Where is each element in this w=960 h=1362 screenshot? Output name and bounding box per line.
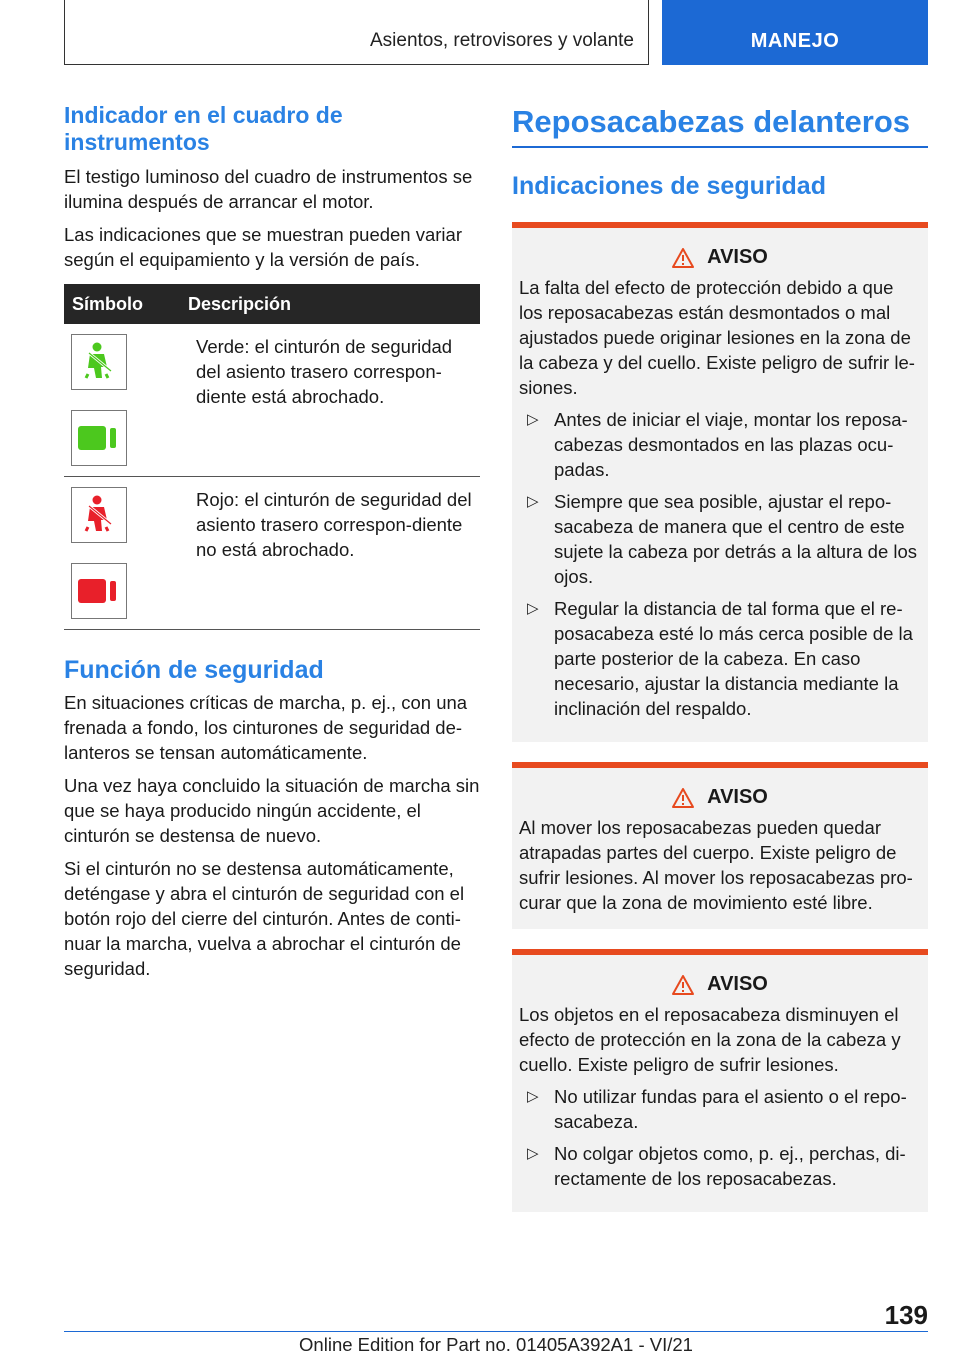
header-chapter-label: MANEJO <box>750 30 840 52</box>
header-chapter-tab <box>662 0 928 65</box>
seatbelt-red-icon <box>71 487 127 543</box>
bullet-triangle-icon: ▷ <box>527 1088 539 1105</box>
table-header-symbol: Símbolo <box>72 293 143 314</box>
warning-box <box>512 949 928 1212</box>
table-header-description: Descripción <box>188 293 292 314</box>
warning-triangle-icon <box>671 247 695 269</box>
table-row-description: Rojo: el cinturón de seguridad del asiento trasero correspon-diente no está abrochado. <box>196 489 472 560</box>
indicator-table <box>64 284 480 630</box>
table-row <box>64 477 480 630</box>
belt-status-green-icon <box>71 410 127 466</box>
warning-text: La falta del efecto de protección debido a que los reposacabezas están desmontados o mal ajustados puede originar lesiones en la zona de la cabeza y del cuello. Existe peligro de sufrir le-siones. <box>519 277 915 398</box>
heading-indicator: Indicador en el cuadro de instrumentos <box>64 102 343 155</box>
warning-title: AVISO <box>707 973 768 995</box>
table-row <box>64 324 480 477</box>
warning-box <box>512 222 928 742</box>
heading-safety: Indicaciones de seguridad <box>512 172 826 200</box>
list-item: ▷ Antes de iniciar el viaje, montar los reposa-cabezas desmontados en las plazas ocu-padas. <box>527 409 908 480</box>
warning-text: Al mover los reposacabezas pueden quedar atrapadas partes del cuerpo. Existe peligro de sufrir lesiones. Al mover los reposacabezas pro-curar que la zona de movimiento esté libre. <box>519 817 913 913</box>
warning-triangle-icon <box>671 974 695 996</box>
table-row-description: Verde: el cinturón de seguridad del asiento trasero correspon-diente está abrochado. <box>196 336 453 407</box>
seatbelt-green-icon <box>71 334 127 390</box>
paragraph-indicator-2: Las indicaciones que se muestran pueden variar según el equipamiento y la versión de país. <box>64 224 462 270</box>
bullet-triangle-icon: ▷ <box>527 411 539 428</box>
left-column <box>64 102 480 981</box>
list-item: ▷ Regular la distancia de tal forma que el re-posacabeza esté lo más cerca posible de la parte posterior de la cabeza. En caso necesario, ajustar la distancia mediante la inclinación del respaldo. <box>527 598 913 719</box>
warning-bullet-list <box>519 407 920 721</box>
bullet-triangle-icon: ▷ <box>527 1145 539 1162</box>
warning-text: Los objetos en el reposacabeza disminuyen el efecto de protección en la zona de la cabeza y cuello. Existe peligro de sufrir lesiones. <box>519 1004 901 1075</box>
paragraph-function-2: Una vez haya concluido la situación de marcha sin que se haya producido ningún accidente, el cinturón se destensa de nuevo. <box>64 775 480 846</box>
list-item: ▷ Siempre que sea posible, ajustar el repo-sacabeza de manera que el centro de este sujete la cabeza por detrás a la altura de los ojos. <box>527 491 918 587</box>
heading-headrests: Reposacabezas delanteros <box>512 102 928 148</box>
page-number: 139 <box>884 1300 928 1330</box>
paragraph-function-3: Si el cinturón no se destensa automáticamente, deténgase y abra el cinturón de seguridad con el botón rojo del cierre del cinturón. Antes de conti-nuar la marcha, vuelva a abrochar el cinturón de seguridad. <box>64 858 465 979</box>
bullet-triangle-icon: ▷ <box>527 493 539 510</box>
bullet-triangle-icon: ▷ <box>527 600 539 617</box>
warning-title: AVISO <box>707 786 768 808</box>
belt-status-red-icon <box>71 563 127 619</box>
right-column <box>512 102 928 1212</box>
warning-bullet-list <box>519 1084 920 1191</box>
list-item: ▷ No utilizar fundas para el asiento o el repo-sacabeza. <box>527 1086 907 1132</box>
warning-title: AVISO <box>707 246 768 268</box>
heading-function: Función de seguridad <box>64 656 324 684</box>
footer-edition: Online Edition for Part no. 01405A392A1 - VI/21 <box>299 1334 693 1355</box>
list-item: ▷ No colgar objetos como, p. ej., perchas, di-rectamente de los reposacabezas. <box>527 1143 906 1189</box>
warning-box <box>512 762 928 929</box>
header-section-box <box>64 0 649 65</box>
footer-divider <box>64 1331 928 1332</box>
paragraph-function-1: En situaciones críticas de marcha, p. ej., con una frenada a fondo, los cinturones de seguridad de-lanteros se tensan automáticamente. <box>64 692 468 763</box>
table-header <box>64 284 480 324</box>
paragraph-indicator-1: El testigo luminoso del cuadro de instrumentos se ilumina después de arrancar el motor. <box>64 166 473 212</box>
warning-triangle-icon <box>671 787 695 809</box>
header-section-title: Asientos, retrovisores y volante <box>369 30 634 51</box>
